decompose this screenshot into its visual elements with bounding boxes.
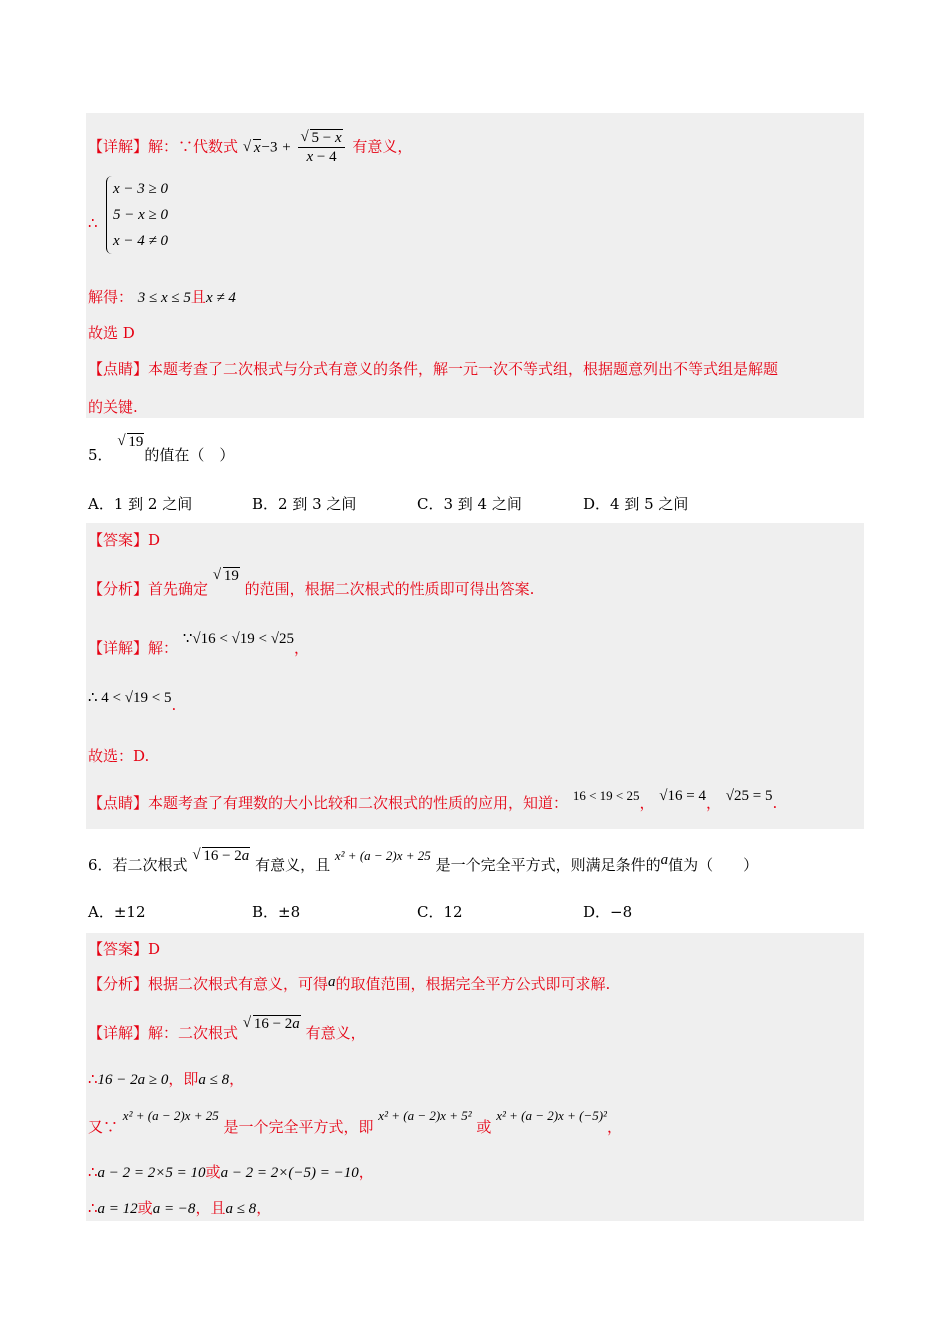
q6-option-c: C．12 <box>417 903 463 921</box>
q6-step1: ∴16 − 2a ≥ 0，即a ≤ 8， <box>88 1070 245 1088</box>
sqrt-16-2a: √ 16 − 2a <box>192 845 250 867</box>
q5-detail: 【详解】解： ∵√16 < √19 < √25， <box>88 631 309 657</box>
q5-option-a: A．1 到 2 之间 <box>88 495 193 513</box>
q5-answer: 【答案】D <box>88 531 161 549</box>
q5-option-d: D．4 到 5 之间 <box>583 495 689 513</box>
sqrt-16-2a-detail: √ 16 − 2a <box>243 1013 301 1035</box>
q6-option-d: D．−8 <box>583 903 633 921</box>
q4-solved-line: 解得： 3 ≤ x ≤ 5且x ≠ 4 <box>88 288 236 306</box>
q6-stem: 6．若二次根式 √ 16 − 2a 有意义，且 x² + (a − 2)x + 25 是一个完全平方式，则满足条件的a值为（ ） <box>88 854 758 877</box>
q4-comment-line1: 【点睛】本题考查了二次根式与分式有意义的条件，解一元一次不等式组，根据题意列出不等式组是解题 <box>88 360 779 378</box>
sqrt-x-minus-3: √ x <box>243 137 262 159</box>
q5-option-c: C．3 到 4 之间 <box>417 495 522 513</box>
q5-stem: 5． √ 19的值在（ ） <box>88 444 234 467</box>
fraction-sqrt5-x-over-x-4: √ $\frac{5 - x}{x - 4}$ <box>298 129 344 166</box>
q6-option-a: A．±12 <box>88 903 146 921</box>
q6-answer: 【答案】D <box>88 940 161 958</box>
q6-step2: 又∵ x² + (a − 2)x + 25 是一个完全平方式，即 x² + (a − 2)x + 5² 或 x² + (a − 2)x + (−5)²， <box>88 1108 622 1136</box>
q5-detail-conclusion: ∴ 4 < √19 < 5. <box>88 690 177 714</box>
q6-step4: ∴a = 12或a = −8，且a ≤ 8， <box>88 1199 272 1217</box>
q5-comment: 【点睛】本题考查了有理数的大小比较和二次根式的性质的应用，知道： 16 < 19 < 25， √16 = 4， √25 = 5. <box>88 788 778 812</box>
q6-analysis: 【分析】根据二次根式有意义，可得a的取值范围，根据完全平方公式即可求解. <box>88 974 611 993</box>
q6-step3: ∴a − 2 = 2×5 = 10或a − 2 = 2×(−5) = −10， <box>88 1163 374 1181</box>
q6-detail: 【详解】解：二次根式 √ 16 − 2a 有意义， <box>88 1022 366 1045</box>
q5-solution-block <box>86 523 864 829</box>
q4-inequality-system: x − 3 ≥ 0 5 − x ≥ 0 x − 4 ≠ 0 <box>106 176 168 254</box>
sqrt-19: √ 19 <box>117 431 144 453</box>
q4-detail-line: 【详解】解：∵代数式 √ x−3 + √ $\frac{5 - x}{x - 4}$ 有意义， <box>88 129 412 166</box>
q5-analysis: 【分析】首先确定 √ 19 的范围，根据二次根式的性质即可得出答案. <box>88 578 534 601</box>
q6-option-b: B．±8 <box>252 903 301 921</box>
q4-comment-line2: 的关键. <box>88 398 138 416</box>
q4-therefore-symbol: ∴ <box>88 214 98 232</box>
q4-choose: 故选 D <box>88 324 135 342</box>
sqrt-19-analysis: √ 19 <box>213 565 240 587</box>
q5-choose: 故选：D. <box>88 747 150 765</box>
q5-option-b: B．2 到 3 之间 <box>252 495 357 513</box>
